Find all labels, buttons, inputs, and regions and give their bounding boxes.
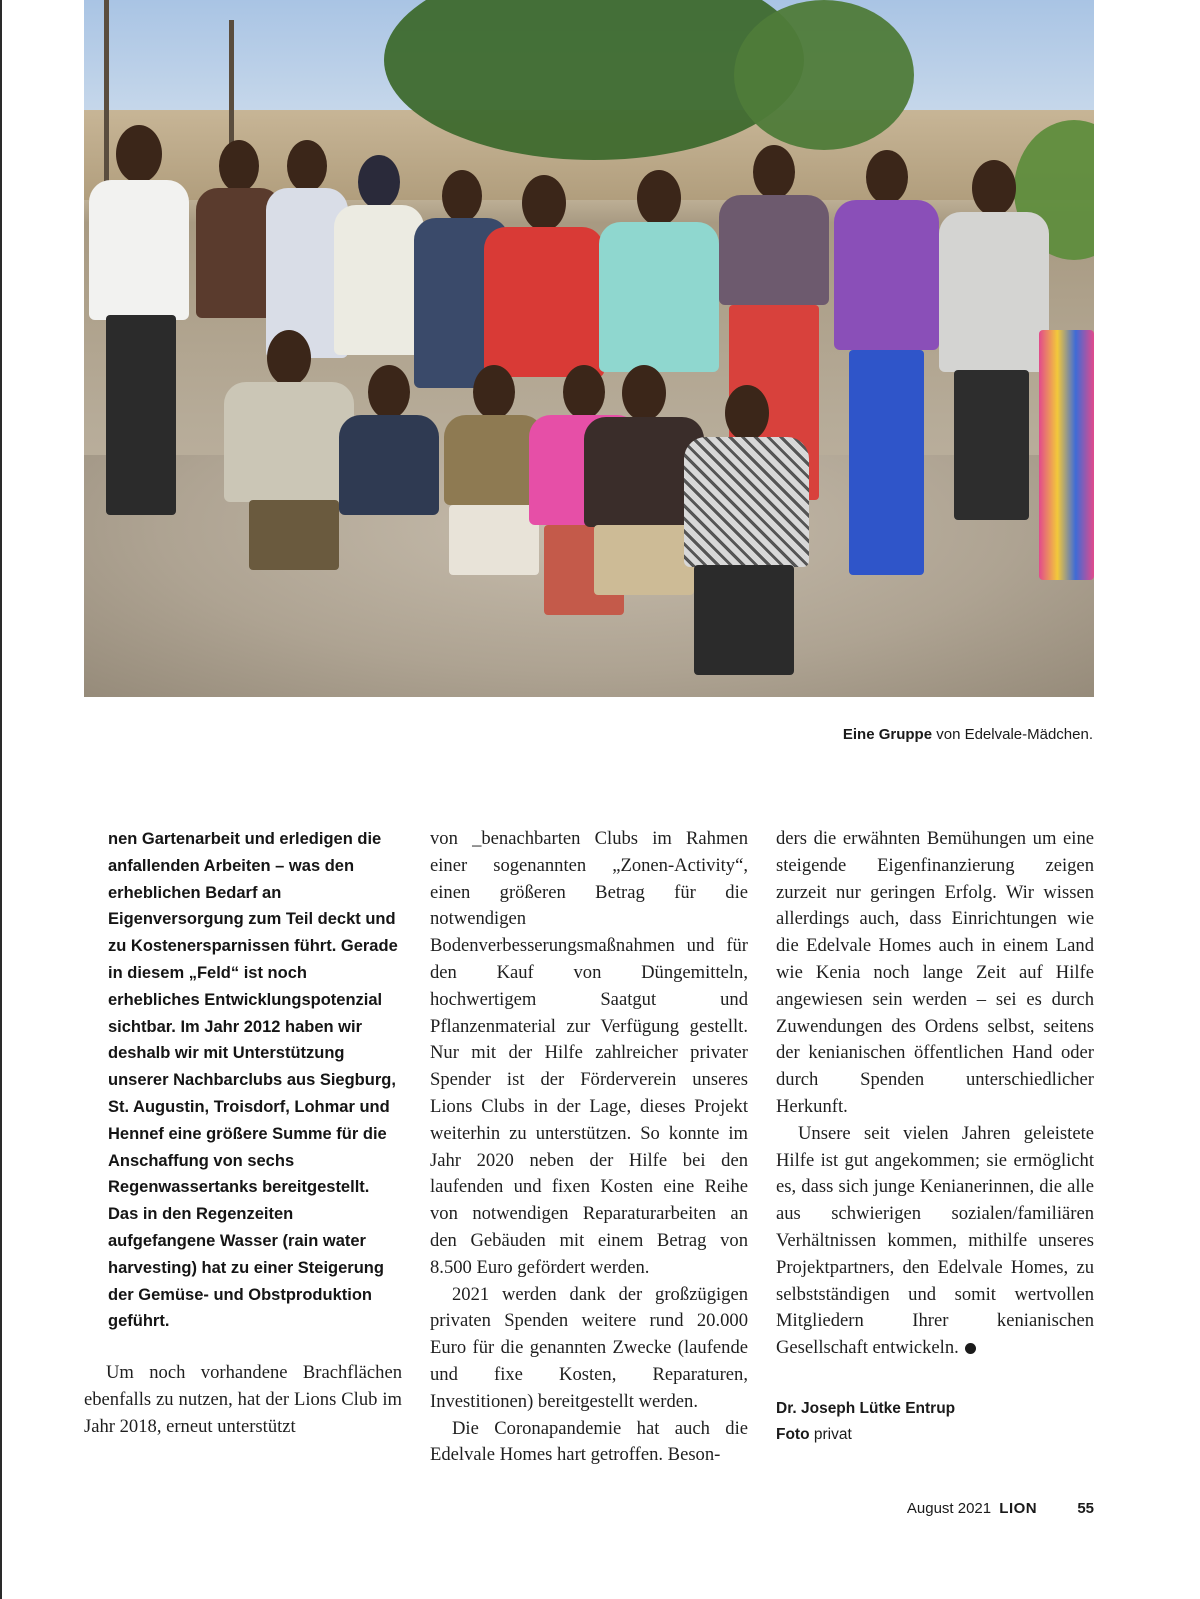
end-of-article-icon (965, 1343, 976, 1354)
lead-paragraph: nen Gartenarbeit und erledigen die anfallenden Arbeiten – was den erheblichen Bedarf an Eigenversorgung zum Teil deckt und zu Kostenersparnissen führt. Gerade in diesem „Feld“ ist noch erhebliches Entwicklungspotenzial sichtbar. Im Jahr 2012 haben wir deshalb wir mit Unterstützung unserer Nachbarclubs aus Siegburg, St. Augustin, Troisdorf, Lohmar und Hennef eine größere Summe für die Anschaffung von sechs Regenwassertanks bereitgestellt. Das in den Regenzeiten aufgefangene Wasser (rain water harvesting) hat zu einer Steigerung der Gemüse- und Obstproduktion geführt. (108, 830, 398, 1331)
person (939, 160, 1049, 640)
caption-bold: Eine Gruppe (842, 726, 933, 743)
photo-caption (843, 726, 1093, 743)
issue-date: August 2021 (906, 1500, 992, 1517)
body-paragraph: Die Coronapandemie hat auch die Edelvale Homes hart getroffen. Beson- (430, 1417, 748, 1466)
page-footer (907, 1500, 1094, 1517)
closing-text: Unsere seit vielen Jahren geleistete Hilfe ist gut angekommen; sie ermöglicht es, dass sich junge Kenianerinnen, die alle aus schwierigen sozialen/familiären Verhältnissen kommen, mithilfe unseres Projektpartners, den Edelvale Homes, zu selbstständigen und somit wertvollen Mitgliedern Ihrer kenianischen Gesellschaft entwickeln. (776, 1122, 1094, 1359)
person (1039, 330, 1094, 580)
photo-credit-label: Foto (776, 1425, 810, 1443)
author-name: Dr. Joseph Lütke Entrup (776, 1399, 956, 1417)
body-paragraph: von _benachbarten Clubs im Rahmen einer sogenannten „Zonen-Activity“, einen größeren Betrag für die notwendigen Bodenverbesserungsmaßnahmen und für den Kauf von Düngemitteln, hochwertigem Saatgut und Pflanzenmaterial zur Verfügung gestellt. Nur mit der Hilfe zahlreicher privater Spender ist der Förderverein unseres Lions Clubs in der Lage, dieses Projekt weiterhin zu unterstützen. So konnte im Jahr 2020 neben der Hilfe bei den laufenden und fixen Kosten eine Reihe von notwendigen Reparaturarbeiten an den Gebäuden mit einem Betrag von 8.500 Euro gefördert werden. (430, 828, 748, 1278)
caption-text: von Edelvale-Mädchen. (932, 726, 1093, 743)
page-number: 55 (1077, 1500, 1094, 1517)
photo-credit: privat (809, 1425, 852, 1443)
tree-canopy (734, 0, 914, 150)
article-column-1 (84, 826, 402, 1441)
body-paragraph: Um noch vorhandene Brachflächen ebenfalls zu nutzen, hat der Lions Club im Jahr 2018, erneut unterstützt (84, 1362, 402, 1437)
byline (776, 1396, 1094, 1448)
closing-paragraph (776, 1121, 1094, 1362)
person (684, 385, 809, 685)
body-paragraph: ders die erwähnten Bemühungen um eine steigende Eigenfinanzierung zeigen zurzeit nur geringen Erfolg. Wir wissen allerdings auch, dass Einrichtungen wie die Edelvale Homes auch in einem Land wie Kenia noch lange Zeit auf Hilfe angewiesen sein werden – sei es durch Zuwendungen des Ordens selbst, seitens der kenianischen öffentlichen Hand oder durch Spenden unterschiedlicher Herkunft. (776, 828, 1094, 1117)
person (224, 330, 354, 580)
person (834, 150, 939, 590)
article-column-3 (776, 826, 1094, 1448)
article-column-2 (430, 826, 748, 1469)
group-photo (84, 0, 1094, 697)
page-left-rule (0, 0, 2, 1599)
person (339, 365, 439, 565)
magazine-brand: LION (999, 1500, 1038, 1517)
person (84, 125, 194, 525)
body-paragraph: 2021 werden dank der großzügigen privaten Spenden weitere rund 20.000 Euro für die genannten Zwecke (laufende und fixe Kosten, Reparaturen, Investitionen) bereitgestellt werden. (430, 1283, 748, 1412)
